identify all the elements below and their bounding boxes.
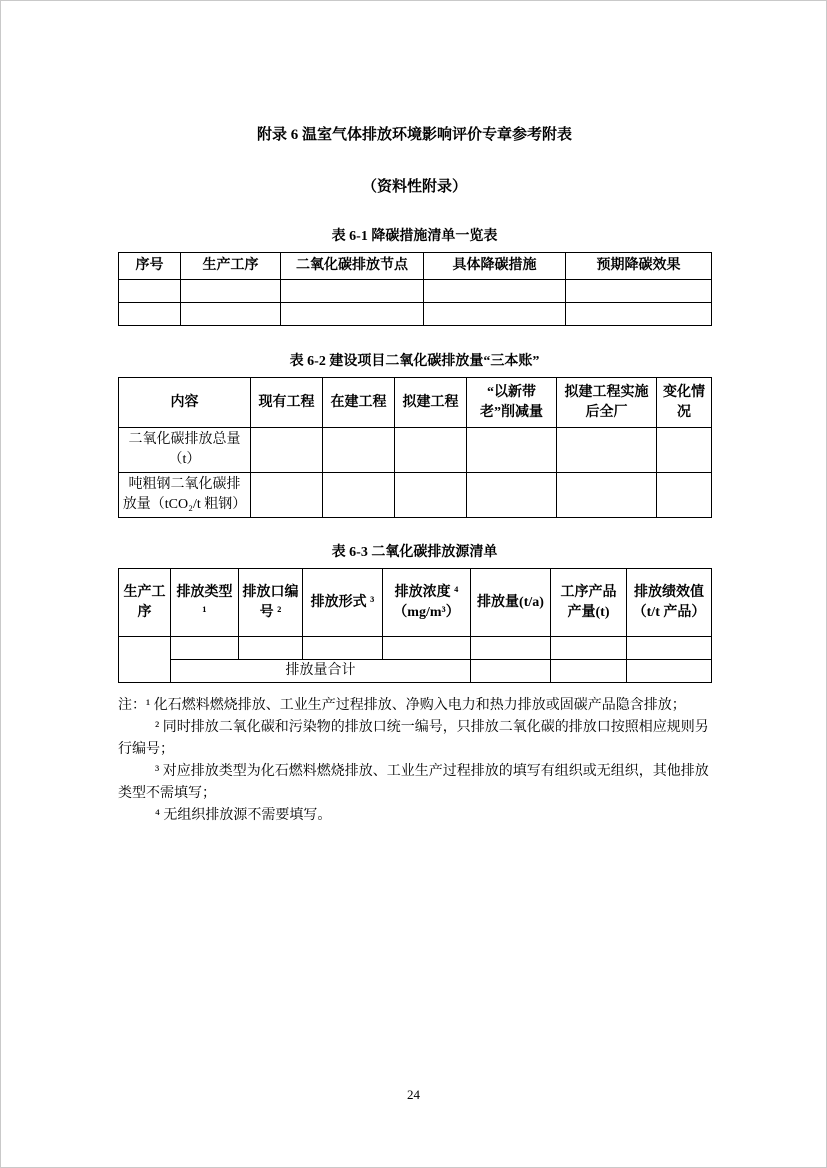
header-cell: 变化情况 [657, 378, 712, 428]
header-cell: 序号 [119, 253, 181, 280]
header-cell: 拟建工程 [395, 378, 467, 428]
header-cell: 拟建工程实施后全厂 [557, 378, 657, 428]
header-cell: 现有工程 [251, 378, 323, 428]
table-row [119, 637, 712, 660]
header-cell: 预期降碳效果 [566, 253, 712, 280]
table-row [119, 280, 712, 303]
empty-cell [551, 637, 627, 660]
empty-cell [471, 660, 551, 683]
empty-cell [251, 428, 323, 473]
empty-cell [657, 473, 712, 518]
empty-cell [467, 428, 557, 473]
table-6-2-header-row [119, 378, 712, 428]
row-label-cell: 吨粗钢二氧化碳排放量（tCO₂/t 粗钢） [119, 473, 251, 518]
empty-cell [566, 303, 712, 326]
header-cell: 排放类型 ¹ [171, 569, 239, 637]
empty-cell [251, 473, 323, 518]
empty-cell [627, 660, 712, 683]
note-3: ³ 对应排放类型为化石燃料燃烧排放、工业生产过程排放的填写有组织或无组织，其他排放类型不需填写； [118, 764, 709, 801]
table-6-2-caption: 表 6-2 建设项目二氧化碳排放量“三本账” [289, 354, 540, 369]
header-cell: 内容 [119, 378, 251, 428]
header-cell: 排放形式 ³ [303, 569, 383, 637]
empty-cell [424, 280, 566, 303]
header-cell: 排放口编号 ² [239, 569, 303, 637]
table-6-1 [118, 252, 712, 326]
table-row [119, 303, 712, 326]
table-notes [118, 695, 711, 827]
header-cell: 生产工序 [181, 253, 281, 280]
header-cell: 工序产品产量(t) [551, 569, 627, 637]
header-cell: 排放绩效值（t/t 产品） [627, 569, 712, 637]
empty-cell [281, 303, 424, 326]
document-title: 附录 6 温室气体排放环境影响评价专章参考附表 [256, 127, 572, 143]
empty-cell [181, 303, 281, 326]
page-content [118, 123, 711, 827]
table-6-3-header-row [119, 569, 712, 637]
empty-cell [627, 637, 712, 660]
empty-cell [395, 473, 467, 518]
empty-cell [119, 280, 181, 303]
empty-cell [171, 637, 239, 660]
note-2: ² 同时排放二氧化碳和污染物的排放口统一编号，只排放二氧化碳的排放口按照相应规则另行编号； [118, 720, 709, 757]
empty-cell [119, 303, 181, 326]
header-cell: 排放浓度 ⁴（mg/m³） [383, 569, 471, 637]
empty-cell [467, 473, 557, 518]
header-cell: “以新带老”削减量 [467, 378, 557, 428]
empty-cell [471, 637, 551, 660]
total-label-cell: 排放量合计 [171, 660, 471, 683]
header-cell: 二氧化碳排放节点 [281, 253, 424, 280]
empty-cell [424, 303, 566, 326]
empty-cell [566, 280, 712, 303]
empty-cell [557, 473, 657, 518]
table-6-3 [118, 568, 712, 683]
row-label-cell: 二氧化碳排放总量（t） [119, 428, 251, 473]
empty-cell [239, 637, 303, 660]
page-number: 24 [407, 1087, 420, 1102]
empty-cell [303, 637, 383, 660]
table-total-row [119, 660, 712, 683]
empty-cell [557, 428, 657, 473]
empty-cell [281, 280, 424, 303]
note-4: ⁴ 无组织排放源不需要填写。 [155, 808, 332, 823]
header-cell: 在建工程 [323, 378, 395, 428]
table-6-1-caption: 表 6-1 降碳措施清单一览表 [331, 229, 498, 244]
header-cell: 排放量(t/a) [471, 569, 551, 637]
table-row [119, 428, 712, 473]
table-6-1-header-row [119, 253, 712, 280]
document-subtitle: （资料性附录） [361, 179, 467, 195]
empty-cell [181, 280, 281, 303]
table-6-2 [118, 377, 712, 518]
empty-cell [119, 637, 171, 683]
empty-cell [657, 428, 712, 473]
empty-cell [323, 473, 395, 518]
empty-cell [551, 660, 627, 683]
header-cell: 生产工序 [119, 569, 171, 637]
empty-cell [383, 637, 471, 660]
table-6-3-caption: 表 6-3 二氧化碳排放源清单 [331, 545, 498, 560]
note-1: 注：¹ 化石燃料燃烧排放、工业生产过程排放、净购入电力和热力排放或固碳产品隐含排放； [118, 698, 686, 713]
table-row [119, 473, 712, 518]
header-cell: 具体降碳措施 [424, 253, 566, 280]
empty-cell [323, 428, 395, 473]
empty-cell [395, 428, 467, 473]
